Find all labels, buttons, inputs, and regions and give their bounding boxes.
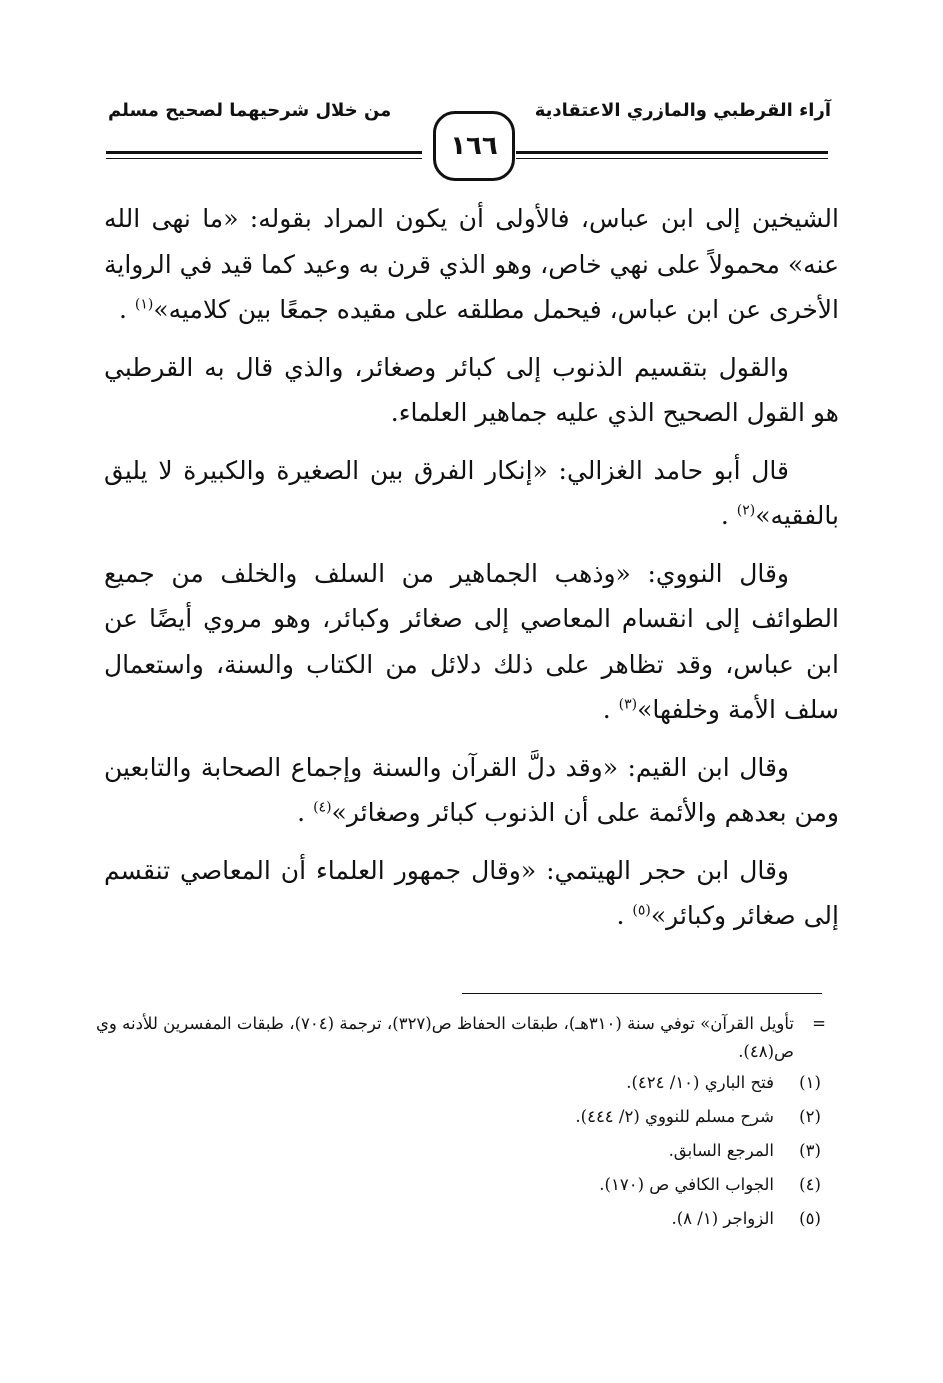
header-rule-left-thin [106, 158, 422, 159]
footnote-ref: (٤) [313, 799, 332, 816]
footnote-item [96, 1066, 836, 1100]
header-rule-right-thick [516, 151, 828, 154]
body-text [104, 196, 839, 951]
page-number: ١٦٦ [450, 131, 498, 161]
running-header-subtitle: من خلال شرحيهما لصحيح مسلم [108, 100, 392, 121]
footnote-item [96, 1168, 836, 1202]
footnote-number: (٢) [799, 1107, 821, 1126]
footnote-item [96, 1100, 836, 1134]
footnote-ref: (١) [134, 296, 154, 313]
paragraph: وقال ابن القيم: «وقد دلَّ القرآن والسنة وإجماع الصحابة والتابعين ومن بعدهم والأئمة على أن الذنوب كبائر وصغائر»$^{(٤)}$ . [104, 752, 839, 827]
footnote-continuation [96, 1010, 836, 1066]
footnote-number: (٣) [799, 1141, 821, 1160]
footnote-item [96, 1134, 836, 1168]
footnote-number: (٥) [799, 1209, 821, 1228]
paragraph: قال أبو حامد الغزالي: «إنكار الفرق بين الصغيرة والكبيرة لا يليق بالفقيه»$^{(٢)}$ . [104, 455, 839, 530]
footnote-text: فتح الباري (١٠/ ٤٢٤). [626, 1073, 774, 1092]
footnote-ref: (٥) [632, 902, 651, 919]
running-header-title: آراء القرطبي والمازري الاعتقادية [534, 100, 831, 121]
footnote-text: شرح مسلم للنووي (٢/ ٤٤٤). [575, 1107, 774, 1126]
footnote-text: الجواب الكافي ص (١٧٠). [599, 1175, 774, 1194]
paragraph: وقال النووي: «وذهب الجماهير من السلف والخلف من جميع الطوائف إلى انقسام المعاصي إلى صغائر وكبائر، وهو مروي أيضًا عن ابن عباس، وقد تظاهر على ذلك دلائل من الكتاب والسنة، واستعمال سلف الأمة وخلفها»$^{(٣)}$ . [104, 558, 839, 724]
footnote-ref: (٢) [736, 502, 756, 519]
header-rule-left-thick [106, 151, 422, 154]
footnote-ref: (٣) [618, 696, 638, 713]
footnote-separator [462, 993, 822, 994]
footnote-text: المرجع السابق. [668, 1141, 774, 1160]
paragraph: والقول بتقسيم الذنوب إلى كبائر وصغائر، والذي قال به القرطبي هو القول الصحيح الذي عليه جماهير العلماء. [104, 352, 839, 427]
footnote-number: (١) [799, 1073, 821, 1092]
footnote-number: (٤) [799, 1175, 821, 1194]
paragraph: وقال ابن حجر الهيتمي: «وقال جمهور العلماء أن المعاصي تنقسم إلى صغائر وكبائر»$^{(٥)}$ . [104, 855, 839, 930]
footnote-item [96, 1202, 836, 1236]
page-number-badge [433, 111, 515, 181]
footnotes [96, 1010, 836, 1236]
footnote-text: الزواجر (١/ ٨). [671, 1209, 774, 1228]
continuation-text: تأويل القرآن» توفي سنة (٣١٠هـ)، طبقات الحفاظ ص(٣٢٧)، ترجمة (٧٠٤)، طبقات المفسرين للأدنه وي ص(٤٨). [96, 1014, 794, 1061]
header-rule-right-thin [516, 158, 828, 159]
paragraph: الشيخين إلى ابن عباس، فالأولى أن يكون المراد بقوله: «ما نهى الله عنه» محمولاً على نهي خاص، وهو الذي قرن به وعيد كما قيد في الرواية الأخرى عن ابن عباس، فيحمل مطلقه على مقيده جمعًا بين كلاميه»$^{(١)}$ . [104, 204, 839, 324]
continuation-mark: = [812, 1014, 826, 1033]
